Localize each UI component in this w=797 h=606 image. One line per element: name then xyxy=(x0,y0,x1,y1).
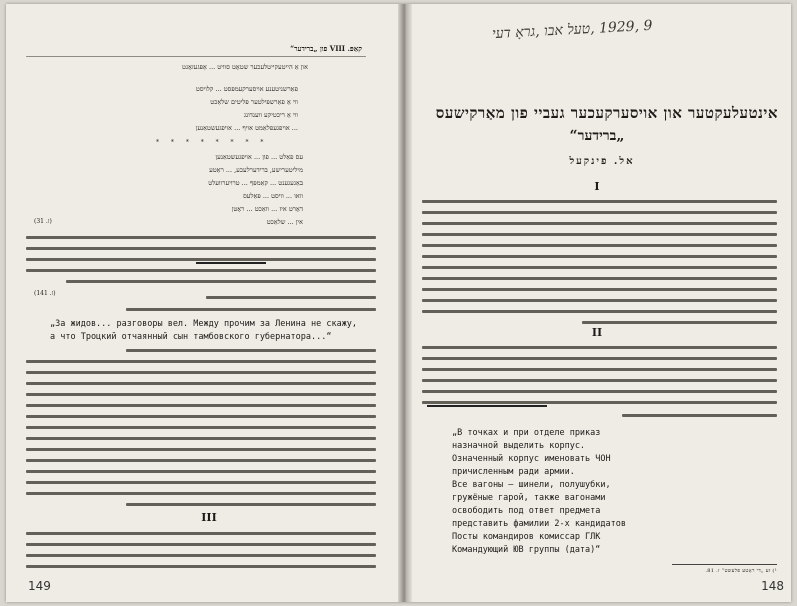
section-number: II xyxy=(591,326,603,339)
verse-line: עס פאַלט ... פון ... אויפגעשטאַנען xyxy=(215,153,303,161)
excerpt-line: Командующий ЮВ группы (дата)“ xyxy=(452,545,601,555)
paragraph-line xyxy=(206,296,376,299)
excerpt-line: представить фамилии 2-х кандидатов xyxy=(452,519,626,529)
verse-line: באַגעגענט ... קאַמפּף ... טרויערוועלט xyxy=(208,179,303,187)
running-head: קאַפּ. VIII פון „ברידער“ xyxy=(290,44,362,53)
russian-quote-line: а что Троцкий отчаянный сын тамбовского губернатора...“ xyxy=(50,332,332,342)
handwritten-note: 9 ,1929 ,טעל אבו ,גראָ דעי xyxy=(491,17,653,43)
section-number: I xyxy=(594,180,600,193)
right-page xyxy=(412,4,791,602)
excerpt-line: Посты командиров комиссар ГЛК xyxy=(452,532,601,542)
verse-line: אין ... שלאַכט xyxy=(266,218,303,226)
verse-line: ... אויפגעפלאַמט אויף ... אויפגעשטאַנען xyxy=(195,124,298,132)
page-number: 148 xyxy=(761,579,784,593)
verse-line: און אַ הייטעקייטלעכער שטאָט סוויט ... אָפּגעזאָגט xyxy=(182,63,308,71)
excerpt-line: гружёные гарой, также вагонами xyxy=(452,493,606,503)
paragraph-line xyxy=(126,308,376,311)
excerpt-line: „В точках и при отделе приказ xyxy=(452,428,601,438)
excerpt-line: освободить под ответ предмета xyxy=(452,506,601,516)
excerpt-line: причисленным ради армии. xyxy=(452,467,575,477)
left-page xyxy=(6,4,398,602)
russian-quote-line: „За жидов... разговоры вел. Между прочим за Ленина не скажу, xyxy=(50,319,358,329)
excerpt-line: Все вагоны — шинели, полушубки, xyxy=(452,480,611,490)
footnote: ¹) זע „די ראָטע פלעשט“ ז. 81. xyxy=(705,568,777,574)
article-title: אינטעלעקטער און אויסערקעכער געביי פון מאַרקישעס xyxy=(435,104,778,122)
pen-underline xyxy=(427,405,547,407)
footnote-rule xyxy=(672,564,777,565)
article-subtitle: „ברידער“ xyxy=(569,128,625,144)
page-reference: (ז. 141) xyxy=(34,290,56,297)
page-number: 149 xyxy=(28,579,51,593)
page-reference: (ז. 31) xyxy=(34,218,52,225)
pen-underline xyxy=(196,262,266,264)
section-stars: * * * * * * * * xyxy=(156,139,269,146)
book-spread xyxy=(6,4,791,602)
excerpt-line: назначной выделить корпус. xyxy=(452,441,586,451)
verse-line: ווי אַ ריכטיקע ווענדונג xyxy=(243,111,298,119)
rule-line xyxy=(26,56,366,57)
verse-line: מיליטערישע, ברידערלעכע, ... ראַטע xyxy=(209,166,303,174)
book-gutter xyxy=(398,4,412,602)
section-number: III xyxy=(201,511,217,524)
excerpt-line: Означенный корпус именовать ЧОН xyxy=(452,454,611,464)
verse-line: פאַרשניטענע אויסערקעמפּסט ... קלויסט xyxy=(195,85,298,93)
article-author: אל. פינקעל xyxy=(569,156,635,167)
verse-line: ווי אַ פאַרשפּילטער פּליטים שלאַכט xyxy=(210,98,298,106)
verse-line: וואו ... וויסט ... פּאַלעס xyxy=(243,192,303,200)
paragraph-line xyxy=(622,414,777,417)
verse-line: דאָרט איז ... וואַכט ... ראָטן xyxy=(231,205,303,213)
